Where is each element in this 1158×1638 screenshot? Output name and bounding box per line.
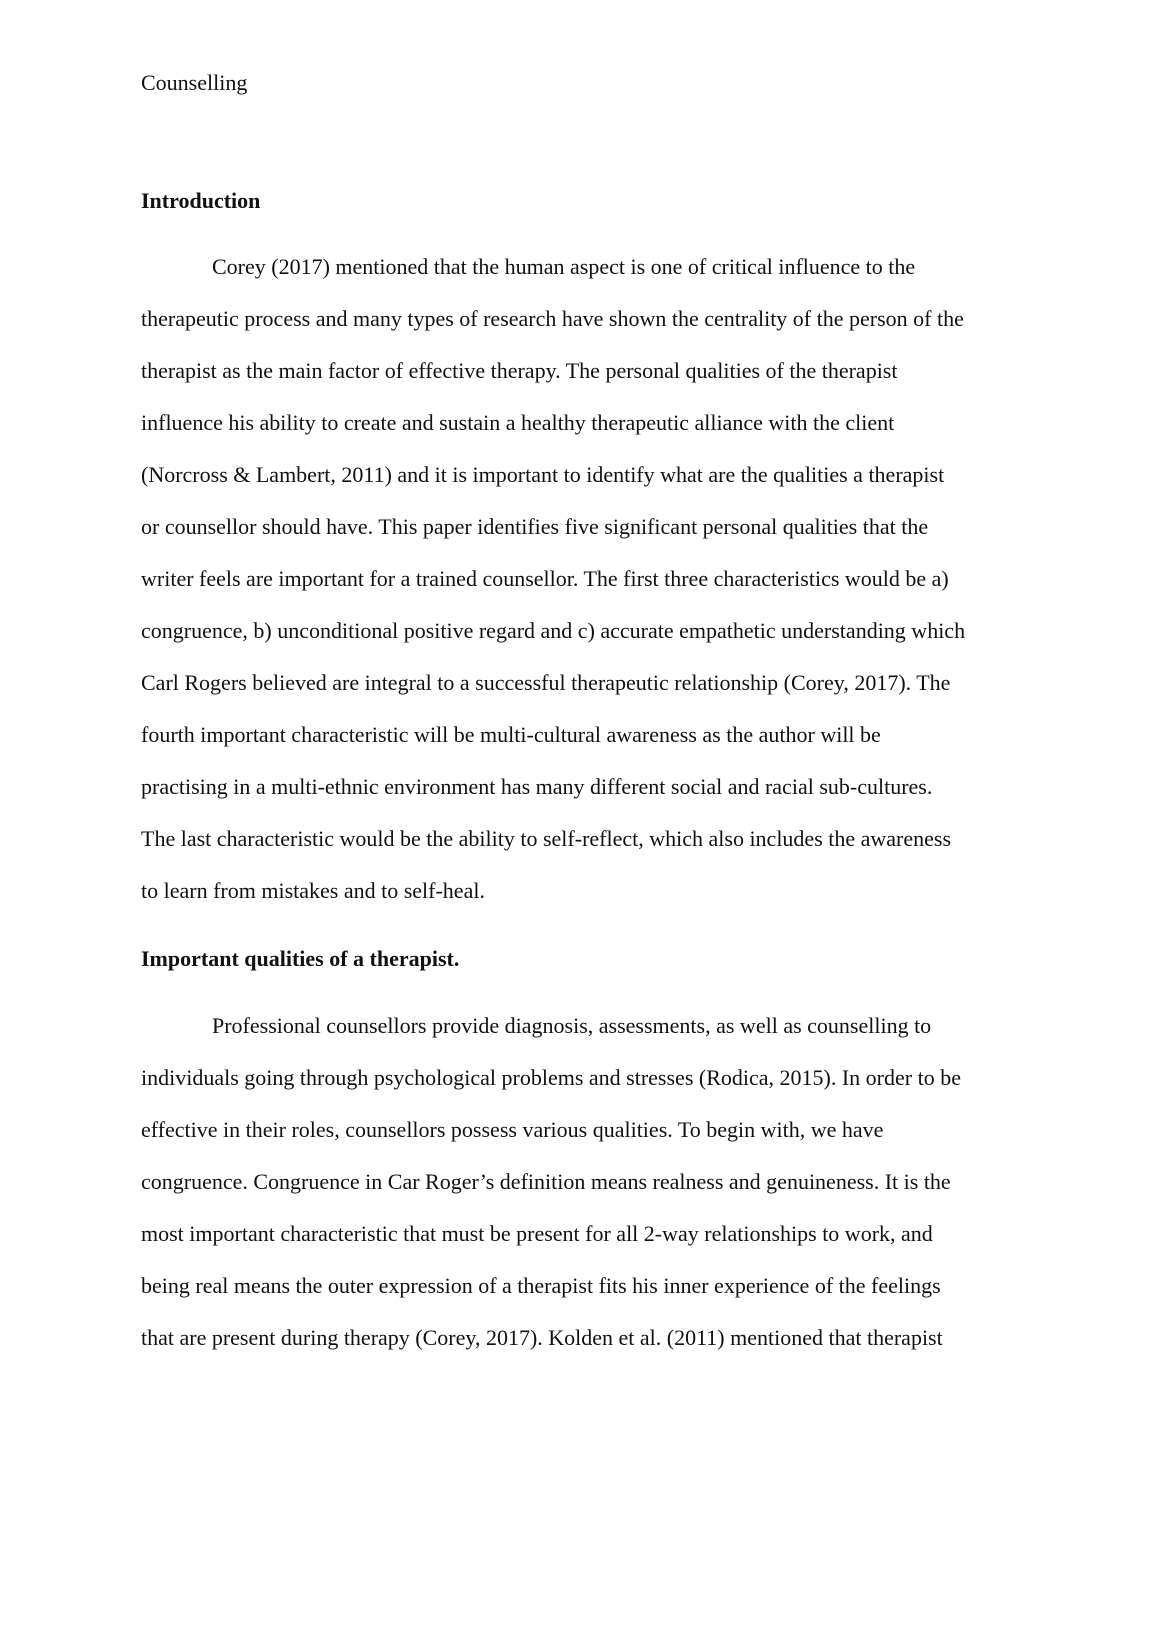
paragraph-line: or counsellor should have. This paper identifies five significant personal qualities that the: [141, 514, 929, 539]
paragraph-line: effective in their roles, counsellors possess various qualities. To begin with, we have: [141, 1117, 884, 1142]
paragraph-line: writer feels are important for a trained counsellor. The first three characteristics would be a): [141, 566, 949, 591]
paragraph-line: congruence. Congruence in Car Roger’s definition means realness and genuineness. It is the: [141, 1169, 951, 1194]
paragraph-line: fourth important characteristic will be multi-cultural awareness as the author will be: [141, 722, 881, 747]
paragraph-line: to learn from mistakes and to self-heal.: [141, 878, 485, 903]
paragraph-line: Corey (2017) mentioned that the human aspect is one of critical influence to the: [212, 254, 916, 279]
paragraph-line: being real means the outer expression of a therapist fits his inner experience of the feelings: [141, 1273, 941, 1298]
section-heading-introduction: Introduction: [141, 188, 261, 213]
paragraph-line: practising in a multi-ethnic environment has many different social and racial sub-cultures.: [141, 774, 933, 799]
paragraph-line: Carl Rogers believed are integral to a successful therapeutic relationship (Corey, 2017). The: [141, 670, 951, 695]
paragraph-line: therapist as the main factor of effective therapy. The personal qualities of the therapist: [141, 358, 898, 383]
running-head: Counselling: [141, 70, 248, 95]
paragraph-line: individuals going through psychological problems and stresses (Rodica, 2015). In order to be: [141, 1065, 961, 1090]
paragraph-line: therapeutic process and many types of research have shown the centrality of the person of the: [141, 306, 964, 331]
paragraph-line: influence his ability to create and sustain a healthy therapeutic alliance with the client: [141, 410, 895, 435]
paragraph-line: that are present during therapy (Corey, 2017). Kolden et al. (2011) mentioned that therapist: [141, 1325, 943, 1350]
paragraph-line: The last characteristic would be the ability to self-reflect, which also includes the awareness: [141, 826, 952, 851]
paragraph-line: (Norcross & Lambert, 2011) and it is important to identify what are the qualities a therapist: [141, 462, 945, 487]
paragraph-line: congruence, b) unconditional positive regard and c) accurate empathetic understanding which: [141, 618, 966, 643]
paragraph-line: Professional counsellors provide diagnosis, assessments, as well as counselling to: [212, 1013, 932, 1038]
paragraph-line: most important characteristic that must be present for all 2-way relationships to work, and: [141, 1221, 933, 1246]
section-heading-important-qualities: Important qualities of a therapist.: [141, 946, 460, 971]
